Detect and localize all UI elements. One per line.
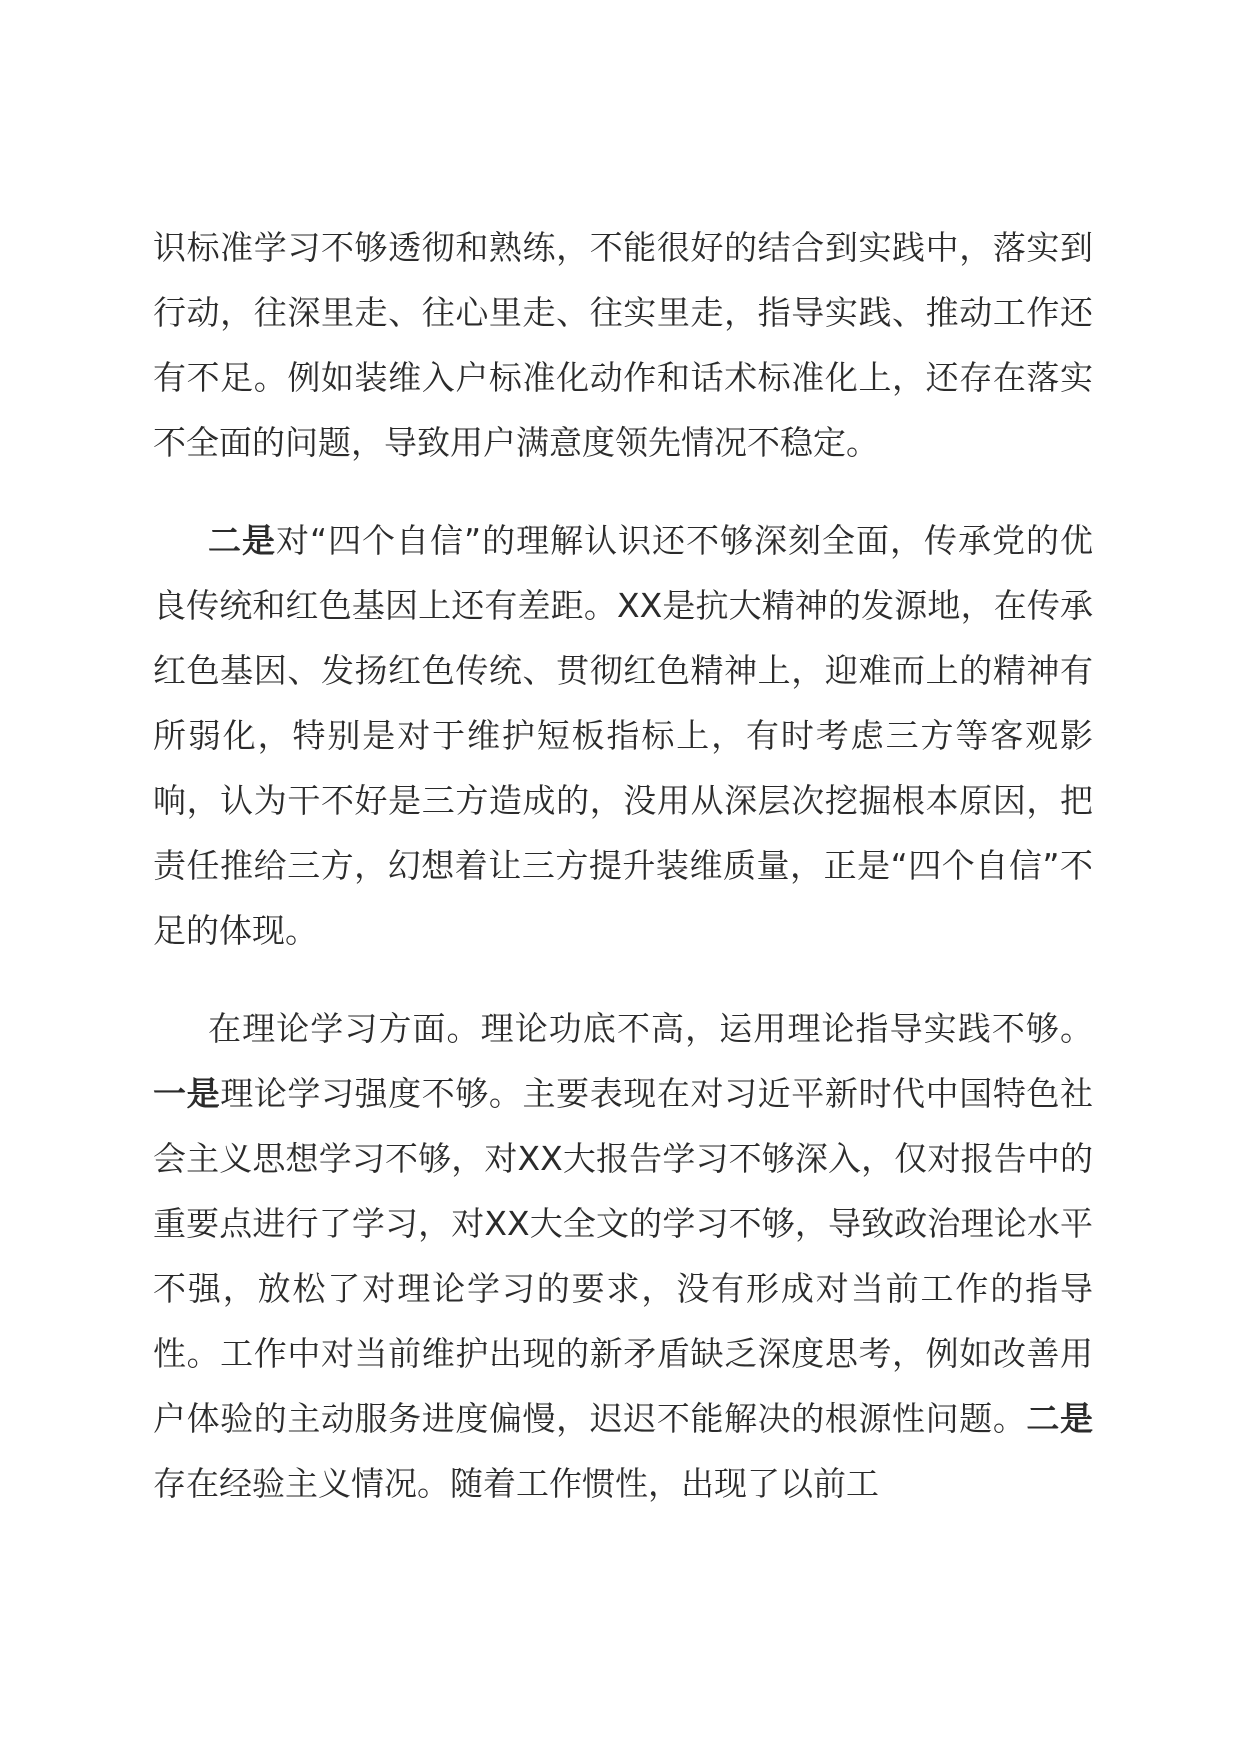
paragraph-2 [153,508,1093,963]
paragraph-2-text: 对“四个自信”的理解认识还不够深刻全面，传承党的优良传统和红色基因上还有差距。XX是抗大精神的发源地，在传承红色基因、发扬红色传统、贯彻红色精神上，迎难而上的精神有所弱化，特别是对于维护短板指标上，有时考虑三方等客观影响，认为干不好是三方造成的，没用从深层次挖掘根本原因，把责任推给三方，幻想着让三方提升装维质量，正是“四个自信”不足的体现。 [153,521,1093,950]
paragraph-2-lead: 二是 [208,521,276,560]
paragraph-3 [153,996,1093,1516]
paragraph-3-lead-2: 二是 [1026,1399,1094,1438]
paragraph-1-text: 识标准学习不够透彻和熟练，不能很好的结合到实践中，落实到行动，往深里走、往心里走、往实里走，指导实践、推动工作还有不足。例如装维入户标准化动作和话术标准化上，还存在落实不全面的问题，导致用户满意度领先情况不稳定。 [153,228,1093,462]
paragraph-3-text-2: 存在经验主义情况。随着工作惯性，出现了以前工 [153,1464,879,1503]
paragraph-3-lead-1: 一是 [153,1074,221,1113]
paragraph-3-text-1: 理论学习强度不够。主要表现在对习近平新时代中国特色社会主义思想学习不够，对XX大报告学习不够深入，仅对报告中的重要点进行了学习，对XX大全文的学习不够，导致政治理论水平不强，放松了对理论学习的要求，没有形成对当前工作的指导性。工作中对当前维护出现的新矛盾缺乏深度思考，例如改善用户体验的主动服务进度偏慢，迟迟不能解决的根源性问题。 [153,1074,1094,1438]
document-body [153,215,1093,1549]
paragraph-1 [153,215,1093,475]
paragraph-3-intro: 在理论学习方面。理论功底不高，运用理论指导实践不够。 [208,1009,1093,1048]
